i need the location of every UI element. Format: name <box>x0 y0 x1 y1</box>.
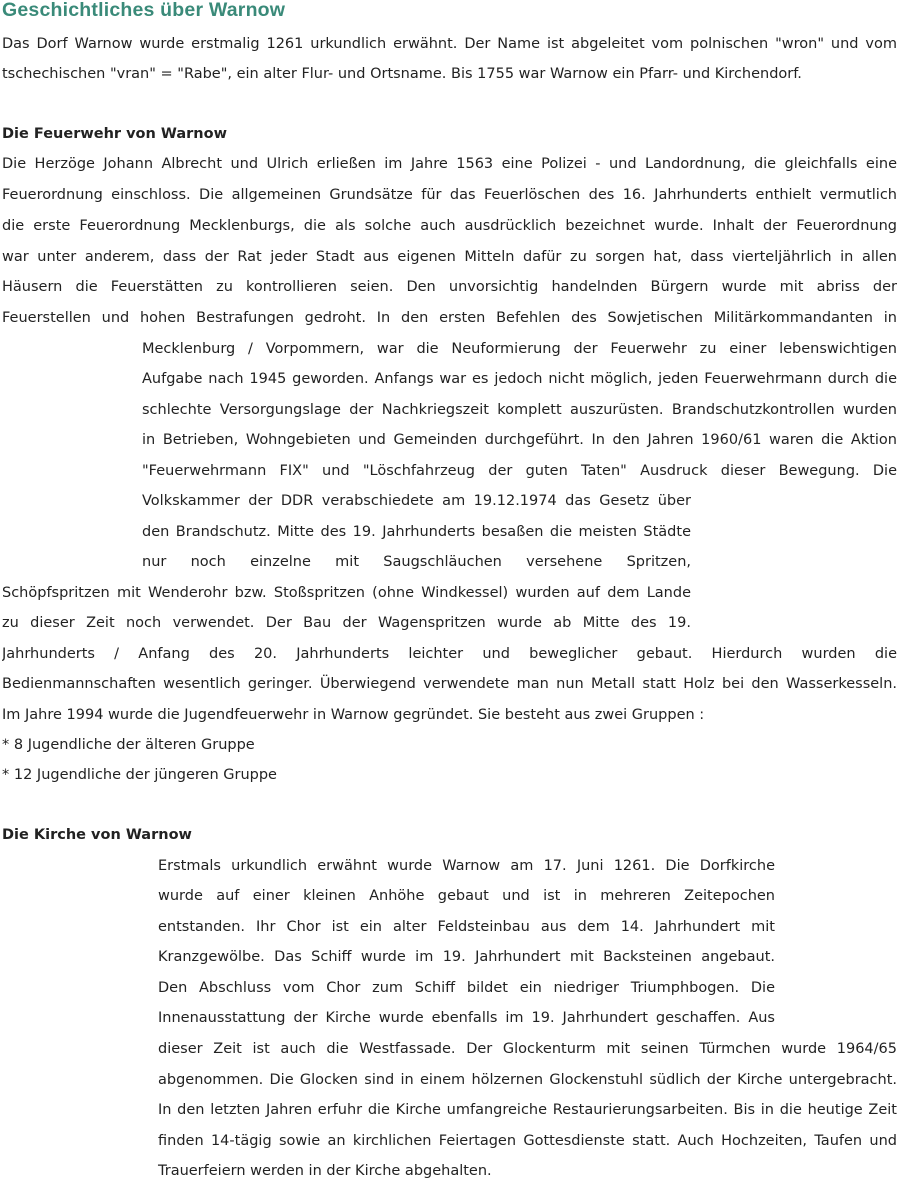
feuerwehr-line: Jahrhunderts / Anfang des 20. Jahrhunderts leichter und beweglicher gebaut. Hierdurch wurden die <box>2 646 897 662</box>
feuerwehr-line: Aufgabe nach 1945 geworden. Anfangs war es jedoch nicht möglich, jeden Feuerwehrmann durch die <box>142 371 897 387</box>
kirche-line: dieser Zeit ist auch die Westfassade. Der Glockenturm mit seinen Türmchen wurde 1964/65 <box>158 1041 897 1057</box>
feuerwehr-line: den Brandschutz. Mitte des 19. Jahrhunderts besaßen die meisten Städte <box>142 524 691 540</box>
kirche-line: wurde auf einer kleinen Anhöhe gebaut und ist in mehreren Zeitepochen <box>158 888 775 904</box>
section-heading-kirche: Die Kirche von Warnow <box>2 827 192 843</box>
feuerwehr-line: die erste Feuerordnung Mecklenburgs, die als solche auch ausdrücklich bezeichnet wurde. Inhalt der Feuerordnung <box>2 218 897 234</box>
section-heading-feuerwehr: Die Feuerwehr von Warnow <box>2 126 227 142</box>
kirche-line: Erstmals urkundlich erwähnt wurde Warnow am 17. Juni 1261. Die Dorfkirche <box>158 858 775 874</box>
page-title: Geschichtliches über Warnow <box>2 0 286 21</box>
kirche-line: Kranzgewölbe. Das Schiff wurde im 19. Jahrhundert mit Backsteinen angebaut. <box>158 949 775 965</box>
kirche-line: Den Abschluss vom Chor zum Schiff bildet ein niedriger Triumphbogen. Die <box>158 980 775 996</box>
kirche-line: In den letzten Jahren erfuhr die Kirche umfangreiche Restaurierungsarbeiten. Bis in die heutige Zeit <box>158 1102 897 1118</box>
kirche-line: finden 14-tägig sowie an kirchlichen Feiertagen Gottesdienste statt. Auch Hochzeiten, Taufen und <box>158 1133 897 1149</box>
kirche-line: Trauerfeiern werden in der Kirche abgehalten. <box>158 1163 492 1179</box>
feuerwehr-line: Mecklenburg / Vorpommern, war die Neuformierung der Feuerwehr zu einer lebenswichtigen <box>142 341 897 357</box>
feuerwehr-line: zu dieser Zeit noch verwendet. Der Bau der Wagenspritzen wurde ab Mitte des 19. <box>2 615 691 631</box>
intro-line: tschechischen "vran" = "Rabe", ein alter Flur- und Ortsname. Bis 1755 war Warnow ein Pfarr- und Kirchendorf. <box>2 66 802 82</box>
list-item: * 8 Jugendliche der älteren Gruppe <box>2 737 255 753</box>
feuerwehr-line: Im Jahre 1994 wurde die Jugendfeuerwehr in Warnow gegründet. Sie besteht aus zwei Gruppen : <box>2 707 705 723</box>
kirche-line: entstanden. Ihr Chor ist ein alter Feldsteinbau aus dem 14. Jahrhundert mit <box>158 919 775 935</box>
feuerwehr-line: Volkskammer der DDR verabschiedete am 19.12.1974 das Gesetz über <box>142 493 691 509</box>
feuerwehr-line: schlechte Versorgungslage der Nachkriegszeit komplett auszurüsten. Brandschutzkontrollen wurden <box>142 402 897 418</box>
feuerwehr-line: in Betrieben, Wohngebieten und Gemeinden durchgeführt. In den Jahren 1960/61 waren die Aktion <box>142 432 897 448</box>
kirche-line: abgenommen. Die Glocken sind in einem hölzernen Glockenstuhl südlich der Kirche untergebracht. <box>158 1072 897 1088</box>
feuerwehr-line: Feuerordnung einschloss. Die allgemeinen Grundsätze für das Feuerlöschen des 16. Jahrhunderts enthielt vermutlich <box>2 187 897 203</box>
kirche-line: Innenausstattung der Kirche wurde ebenfalls im 19. Jahrhundert geschaffen. Aus <box>158 1010 775 1026</box>
list-item: * 12 Jugendliche der jüngeren Gruppe <box>2 767 277 783</box>
feuerwehr-line: Feuerstellen und hohen Bestrafungen gedroht. In den ersten Befehlen des Sowjetischen Militärkommandanten in <box>2 310 897 326</box>
intro-line: Das Dorf Warnow wurde erstmalig 1261 urkundlich erwähnt. Der Name ist abgeleitet vom polnischen "wron" und vom <box>2 36 897 52</box>
feuerwehr-line: Häusern die Feuerstätten zu kontrollieren seien. Den unvorsichtig handelnden Bürgern wurde mit abriss der <box>2 279 897 295</box>
feuerwehr-line: Schöpfspritzen mit Wenderohr bzw. Stoßspritzen (ohne Windkessel) wurden auf dem Lande <box>2 585 691 601</box>
feuerwehr-line: nur noch einzelne mit Saugschläuchen versehene Spritzen, <box>142 554 691 570</box>
feuerwehr-line: Bedienmannschaften wesentlich geringer. Überwiegend verwendete man nun Metall statt Holz bei den Wasserkesseln. <box>2 676 897 692</box>
feuerwehr-line: "Feuerwehrmann FIX" und "Löschfahrzeug der guten Taten" Ausdruck dieser Bewegung. Die <box>142 463 897 479</box>
feuerwehr-line: war unter anderem, dass der Rat jeder Stadt aus eigenen Mitteln dafür zu sorgen hat, dass vierteljährlich in allen <box>2 249 897 265</box>
feuerwehr-line: Die Herzöge Johann Albrecht und Ulrich erließen im Jahre 1563 eine Polizei - und Landordnung, die gleichfalls eine <box>2 156 897 172</box>
